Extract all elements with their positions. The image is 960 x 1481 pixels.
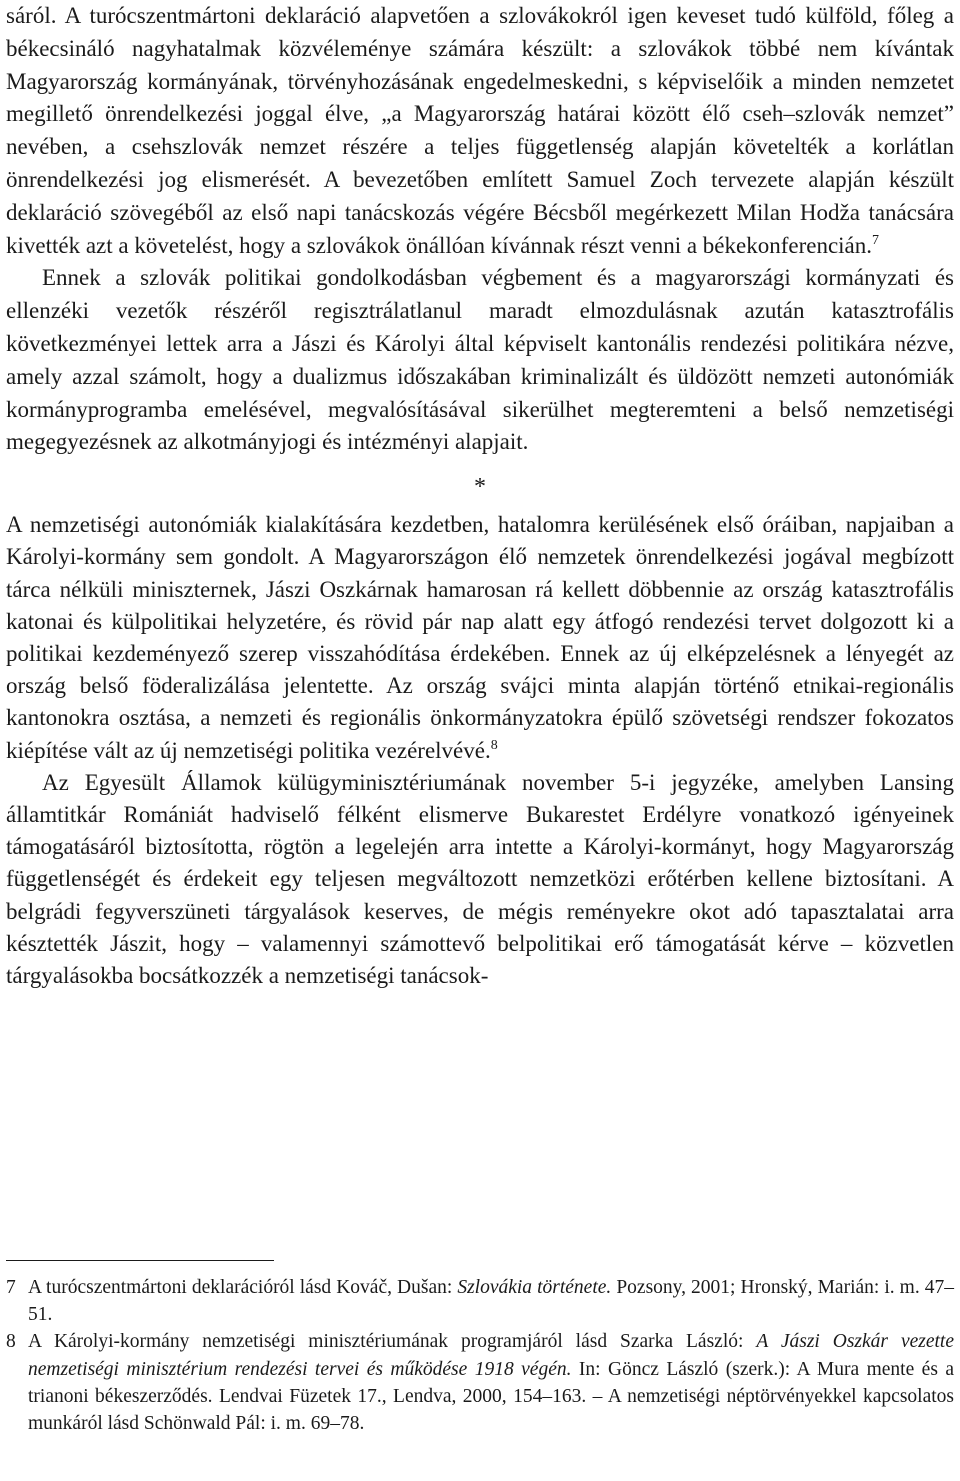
footnote-title-italic: Szlovákia története. [457,1277,612,1298]
paragraph-3-text: A nemzetiségi autonómiák kialakítására kezdetben, hatalomra kerülésének első óráiban, napjaiban a Károlyi-kormány sem gondolt. A Magyarországon élő nemzetek önrendelkezési jogával megbízott tárca nélküli miniszternek, Jászi Oszkárnak hamarosan rá kellett döbbennie az ország katasztrofális katonai és külpolitikai helyzetére, és rövid pár nap alatt egy átfogó rendezési tervet dolgozott ki a politikai kezdeményező szerep visszahódítása érdekében. Ennek az új elképzelésnek a lényegét az ország belső föderalizálása jelentette. Az ország svájci minta alapján történő etnikai-regionális kantonokra osztása, a nemzeti és regionális önkormányzatokra épülő szövetségi rendszer fokozatos kiépítése vált az új nemzetiségi politika vezérelvévé. [6,512,954,763]
paragraph-1-text: sáról. A turócszentmártoni deklaráció alapvetően a szlovákokról igen keveset tudó külföld, főleg a békecsináló nagyhatalmak közvéleménye számára készült: a szlovákok többé nem kívántak Magyarország kormányának, törvényhozásának engedelmeskedni, s képviselőik a minden nemzetet megillető önrendelkezési joggal élve, „a Magyarország határai között élő cseh–szlovák nemzet” nevében, a csehszlovák nemzet részére a teljes függetlenség alapján követelték a korlátlan önrendelkezési jog elismerését. A bevezetőben említett Samuel Zoch tervezete alapján készült deklaráció szövegéből az első napi tanácskozás végére Bécsből megérkezett Milan Hodža tanácsára kivették azt a követelést, hogy a szlovákok önállóan kívánnak részt venni a békekonferencián. [6,3,954,258]
paragraph-4-text: Az Egyesült Államok külügyminisztériumának november 5-i jegyzéke, amelyben Lansing államtitkár Romániát hadviselő félként elismerve Bukarestet Erdélyre vonatkozó igényeinek támogatásáról biztosította, rögtön a legelején arra intette a Károlyi-kormányt, hogy Magyarország függetlenségét és érdekeit egy teljesen megváltozott nemzetközi erőtérben kellene biztosítani. A belgrádi fegyverszüneti tárgyalások keserves, de mégis reményekre okot adó tapasztalatai arra késztették Jászit, hogy – valamennyi számottevő belpolitikai erő támogatását kérve – közvetlen tárgyalásokba bocsátkozzék a nemzetiségi tanácsok- [6,769,954,988]
footnote-divider [6,1260,274,1261]
footnote-number: 8 [6,1331,16,1353]
footnote-ref-8[interactable]: 8 [490,737,498,753]
paragraph-1 [6,0,954,262]
footnote-text-after: Pozsony, 2001; Hronský, Marián: i. m. 47–51. [28,1277,955,1326]
paragraph-3 [6,509,954,767]
footnotes [6,1274,954,1437]
footnote-ref-7[interactable]: 7 [872,232,880,248]
paragraph-4 [6,767,954,992]
footnote-title-italic: A Jászi Oszkár vezette nemzetiségi minisztérium rendezési tervei és működése 1918 végén. [28,1331,954,1380]
footnote-8 [6,1328,954,1437]
footnote-text-before: A turócszentmártoni deklarációról lásd Kováč, Dušan: [28,1277,458,1298]
footnote-number: 7 [6,1277,16,1298]
footnote-text-before: A Károlyi-kormány nemzetiségi minisztériumának programjáról lásd Szarka László: [28,1331,757,1353]
paragraph-2 [6,262,954,459]
footnote-text [28,1328,954,1437]
page-body [6,0,954,992]
paragraph-2-text: Ennek a szlovák politikai gondolkodásban végbement és a magyarországi kormányzati és ellenzéki vezetők részéről regisztrálatlanul maradt elmozdulásnak azután katasztrofális következményei lettek arra a Jászi és Károlyi által képviselt kantonális rendezési politikára nézve, amely azzal számolt, hogy a dualizmus időszakában kriminalizált és üldözött nemzeti autonómiák kormányprogramba emelésével, megvalósításával sikerülhet megteremteni a belső nemzetiségi megegyezésnek az alkotmányjogi és intézményi alapjait. [6,265,954,455]
footnote-7 [6,1274,954,1328]
footnote-text-after: In: Göncz László (szerk.): A Mura mente és a trianoni békeszerződés. Lendvai Füzetek 17., Lendva, 2000, 154–163. – A nemzetiségi néptörvényekkel kapcsolatos munkáról lásd Schönwald Pál: i. m. 69–78. [28,1358,954,1435]
footnote-text [28,1274,954,1328]
section-separator: * [474,474,486,501]
